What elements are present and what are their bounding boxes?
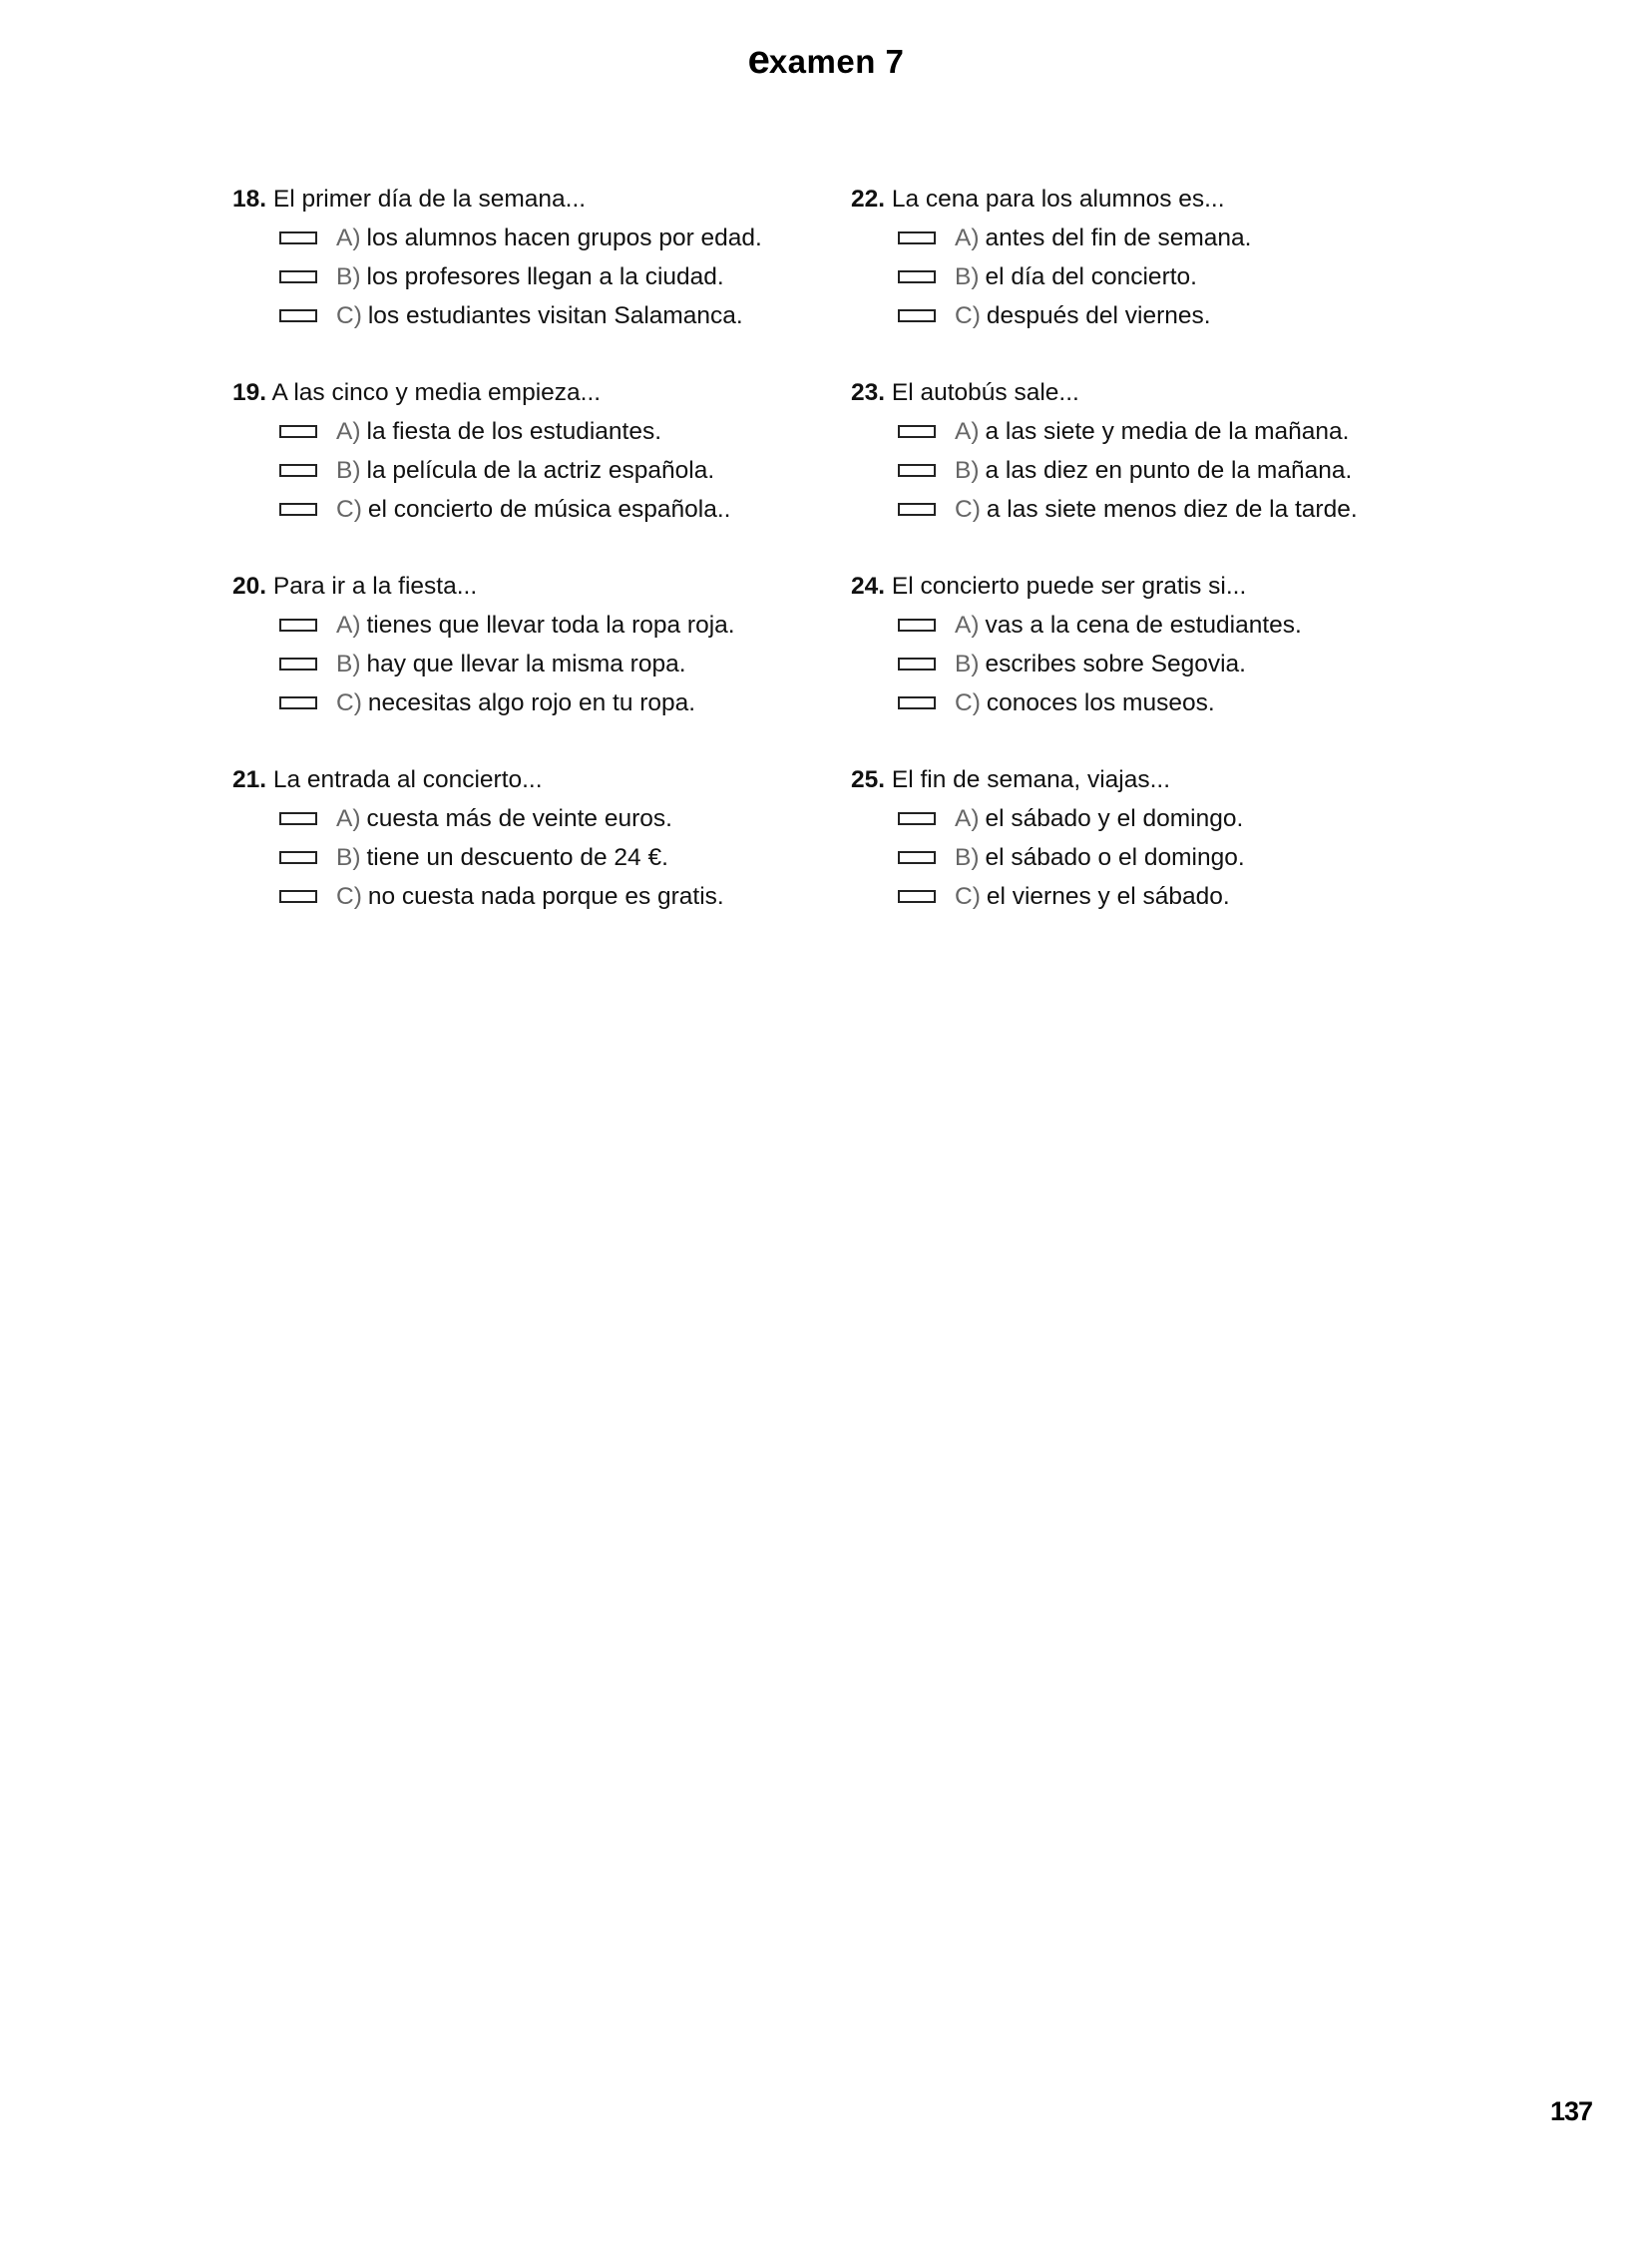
option-text: el sábado o el domingo.	[985, 844, 1245, 871]
option-text: hay que llevar la misma ropa.	[366, 651, 686, 677]
option-letter: C)	[955, 689, 981, 716]
option-text: escribes sobre Segovia.	[985, 651, 1246, 677]
option-text: el día del concierto.	[985, 263, 1197, 290]
option-text: a las siete menos diez de la tarde.	[986, 496, 1358, 523]
option-letter: B)	[336, 844, 361, 871]
question-number: 18.	[232, 186, 267, 213]
answer-checkbox[interactable]	[279, 619, 317, 632]
option-letter: B)	[955, 263, 980, 290]
answer-option	[232, 838, 831, 877]
left-column	[232, 180, 831, 954]
answer-option	[851, 257, 1449, 296]
answer-checkbox[interactable]	[898, 812, 936, 825]
question	[232, 567, 831, 760]
option-text: cuesta más de veinte euros.	[366, 805, 672, 832]
option-letter: B)	[336, 263, 361, 290]
answer-option	[851, 799, 1449, 838]
option-letter: C)	[955, 496, 981, 523]
question-text: El concierto puede ser gratis si...	[891, 573, 1247, 600]
answer-checkbox[interactable]	[898, 619, 936, 632]
answer-checkbox[interactable]	[898, 696, 936, 709]
answer-checkbox[interactable]	[898, 231, 936, 244]
question	[232, 760, 831, 954]
question-text: El autobús sale...	[891, 379, 1079, 406]
option-letter: A)	[955, 225, 980, 251]
answer-checkbox[interactable]	[898, 503, 936, 516]
question-stem	[851, 760, 1449, 799]
option-letter: A)	[336, 418, 361, 445]
title-initial: e	[747, 38, 769, 82]
answer-checkbox[interactable]	[279, 464, 317, 477]
question-number: 24.	[851, 573, 886, 600]
question-number: 21.	[232, 766, 267, 793]
option-letter: A)	[336, 612, 361, 639]
option-text: los profesores llegan a la ciudad.	[366, 263, 724, 290]
option-text: después del viernes.	[986, 302, 1211, 329]
answer-checkbox[interactable]	[898, 890, 936, 903]
option-text: el sábado y el domingo.	[985, 805, 1244, 832]
answer-option	[851, 490, 1449, 529]
answer-checkbox[interactable]	[898, 270, 936, 283]
answer-option	[232, 451, 831, 490]
answer-checkbox[interactable]	[279, 851, 317, 864]
question-stem	[851, 373, 1449, 412]
question-stem	[232, 180, 831, 219]
option-text: el concierto de música española..	[367, 496, 731, 523]
option-text: necesitas algo rojo en tu ropa.	[367, 689, 696, 716]
answer-option	[851, 838, 1449, 877]
option-letter: C)	[336, 689, 362, 716]
question-stem	[232, 760, 831, 799]
option-letter: A)	[955, 418, 980, 445]
answer-option	[232, 412, 831, 451]
question-text: Para ir a la fiesta...	[272, 573, 478, 600]
question-number: 22.	[851, 186, 886, 213]
answer-checkbox[interactable]	[279, 812, 317, 825]
right-column	[851, 180, 1449, 954]
question-number: 25.	[851, 766, 886, 793]
option-text: los alumnos hacen grupos por edad.	[366, 225, 762, 251]
option-text: conoces los museos.	[986, 689, 1215, 716]
answer-option	[232, 296, 831, 335]
answer-checkbox[interactable]	[898, 851, 936, 864]
question-text: La cena para los alumnos es...	[891, 186, 1225, 213]
option-letter: B)	[955, 457, 980, 484]
option-text: no cuesta nada porque es gratis.	[367, 883, 724, 910]
answer-checkbox[interactable]	[898, 464, 936, 477]
answer-option	[232, 219, 831, 257]
answer-checkbox[interactable]	[279, 309, 317, 322]
question	[851, 180, 1449, 373]
answer-option	[232, 877, 831, 916]
title-rest: xamen 7	[768, 43, 905, 80]
question-text: A las cinco y media empieza...	[271, 379, 602, 406]
option-text: a las siete y media de la mañana.	[985, 418, 1350, 445]
question	[851, 373, 1449, 567]
answer-checkbox[interactable]	[898, 309, 936, 322]
answer-option	[232, 490, 831, 529]
option-text: los estudiantes visitan Salamanca.	[367, 302, 743, 329]
option-letter: C)	[336, 302, 362, 329]
option-text: vas a la cena de estudiantes.	[985, 612, 1302, 639]
answer-checkbox[interactable]	[898, 658, 936, 671]
option-letter: C)	[336, 496, 362, 523]
question-number: 23.	[851, 379, 886, 406]
option-letter: A)	[955, 612, 980, 639]
question	[851, 567, 1449, 760]
answer-checkbox[interactable]	[279, 231, 317, 244]
option-text: la fiesta de los estudiantes.	[366, 418, 662, 445]
question-stem	[232, 373, 831, 412]
answer-option	[851, 683, 1449, 722]
answer-option	[232, 683, 831, 722]
question	[851, 760, 1449, 954]
option-letter: B)	[955, 651, 980, 677]
page-title	[0, 38, 1652, 83]
option-letter: B)	[336, 651, 361, 677]
option-letter: C)	[955, 883, 981, 910]
option-letter: B)	[336, 457, 361, 484]
answer-checkbox[interactable]	[279, 503, 317, 516]
answer-checkbox[interactable]	[279, 270, 317, 283]
option-letter: A)	[336, 805, 361, 832]
answer-option	[851, 451, 1449, 490]
question-stem	[851, 567, 1449, 606]
option-text: antes del fin de semana.	[985, 225, 1252, 251]
answer-option	[232, 606, 831, 645]
question	[232, 180, 831, 373]
question-number: 19.	[232, 379, 267, 406]
answer-option	[232, 799, 831, 838]
question-text: La entrada al concierto...	[272, 766, 543, 793]
question-stem	[851, 180, 1449, 219]
option-text: el viernes y el sábado.	[986, 883, 1230, 910]
answer-checkbox[interactable]	[279, 658, 317, 671]
option-letter: A)	[955, 805, 980, 832]
answer-checkbox[interactable]	[279, 696, 317, 709]
answer-option	[232, 257, 831, 296]
question-stem	[232, 567, 831, 606]
answer-option	[851, 606, 1449, 645]
option-text: tiene un descuento de 24 €.	[366, 844, 668, 871]
option-letter: B)	[955, 844, 980, 871]
option-letter: C)	[336, 883, 362, 910]
answer-option	[851, 412, 1449, 451]
option-text: tienes que llevar toda la ropa roja.	[366, 612, 735, 639]
answer-checkbox[interactable]	[898, 425, 936, 438]
answer-option	[851, 877, 1449, 916]
option-text: a las diez en punto de la mañana.	[985, 457, 1353, 484]
option-letter: C)	[955, 302, 981, 329]
answer-checkbox[interactable]	[279, 890, 317, 903]
answer-option	[851, 645, 1449, 683]
question-number: 20.	[232, 573, 267, 600]
question	[232, 373, 831, 567]
option-letter: A)	[336, 225, 361, 251]
answer-option	[851, 219, 1449, 257]
answer-checkbox[interactable]	[279, 425, 317, 438]
answer-option	[232, 645, 831, 683]
page-number: 137	[1549, 2096, 1592, 2126]
question-text: El fin de semana, viajas...	[891, 766, 1171, 793]
option-text: la película de la actriz española.	[366, 457, 715, 484]
answer-option	[851, 296, 1449, 335]
question-text: El primer día de la semana...	[272, 186, 587, 213]
